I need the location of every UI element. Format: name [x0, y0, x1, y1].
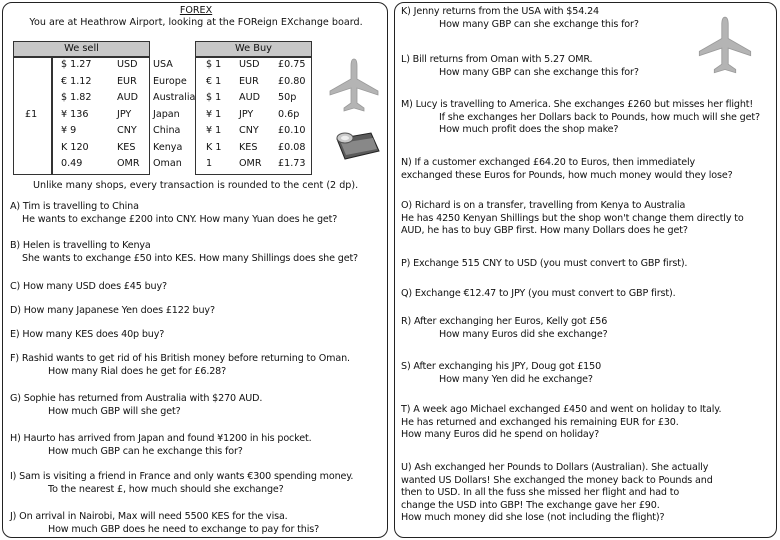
question-line: He wants to exchange £200 into CNY. How many Yuan does he get? — [22, 213, 338, 225]
airplane-icon — [328, 57, 380, 115]
rate-sell-cur: CNY — [117, 125, 137, 136]
we-buy-header: We Buy — [195, 41, 312, 57]
question-N: N) If a customer exchanged £64.20 to Euros, then immediately exchanged these Euros for Pounds, how much money would they lose? — [401, 157, 733, 181]
rate-buy-cur: JPY — [239, 108, 254, 120]
rate-sell-cur: AUD — [117, 92, 138, 103]
base-pound: £1 — [25, 109, 38, 120]
rate-gbp: £0.10 — [278, 125, 306, 136]
question-L: L) Bill returns from Oman with 5.27 OMR. How many GBP can she exchange this for? — [401, 54, 639, 78]
rate-country: Europe — [153, 75, 187, 87]
rate-sell-cur: JPY — [117, 108, 132, 120]
question-H — [10, 433, 312, 458]
question-S: S) After exchanging his JPY, Doug got £150 How many Yen did he exchange? — [401, 361, 602, 385]
rate-country: Australia — [153, 92, 196, 103]
question-R: R) After exchanging her Euros, Kelly got £56 How many Euros did she exchange? — [401, 316, 608, 340]
rate-sell-amt: 0.49 — [61, 158, 83, 169]
rate-sell-amt: ¥ 136 — [61, 108, 89, 120]
rate-country: USA — [153, 59, 173, 70]
rate-buy-cur: EUR — [239, 75, 259, 87]
rate-country: Kenya — [153, 141, 183, 153]
question-M: M) Lucy is travelling to America. She exchanges £260 but misses her flight! If she exchanges her Dollars back to Pounds, how much will she get? How much profit does the shop make? — [401, 99, 760, 135]
question-line: How much GBP does he need to exchange to pay for this? — [48, 523, 320, 535]
rate-sell-amt: € 1.12 — [61, 75, 92, 87]
question-line: J) On arrival in Nairobi, Max will need 5500 KES for the visa. — [10, 511, 288, 522]
question-C — [10, 281, 167, 294]
question-line: How many Rial does he get for £6.28? — [48, 365, 227, 377]
rate-sell-cur: KES — [117, 141, 136, 153]
rate-buy-amt: $ 1 — [206, 59, 222, 70]
question-line: How much GBP can he exchange this for? — [48, 445, 243, 457]
question-line: B) Helen is travelling to Kenya — [10, 240, 151, 251]
question-F — [10, 353, 350, 378]
rate-buy-amt: ¥ 1 — [206, 125, 222, 136]
rate-sell-amt: ¥ 9 — [61, 125, 77, 136]
rate-gbp: 50p — [278, 92, 297, 103]
question-line: How much GBP will she get? — [48, 405, 181, 417]
rate-buy-amt: 1 — [206, 158, 213, 169]
left-worksheet-panel — [2, 2, 388, 538]
subtitle: You are at Heathrow Airport, looking at the FOReign EXchange board. — [29, 17, 363, 28]
question-line: I) Sam is visiting a friend in France and only wants €300 spending money. — [10, 471, 354, 482]
question-line: D) How many Japanese Yen does £122 buy? — [10, 305, 215, 316]
rate-sell-cur: USD — [117, 59, 138, 70]
rate-buy-cur: AUD — [239, 92, 260, 103]
rate-buy-cur: CNY — [239, 125, 259, 136]
question-J — [10, 511, 319, 536]
question-Q: Q) Exchange €12.47 to JPY (you must convert to GBP first). — [401, 288, 676, 299]
rate-buy-cur: OMR — [239, 158, 262, 169]
question-line: C) How many USD does £45 buy? — [10, 281, 167, 292]
rate-buy-amt: K 1 — [206, 141, 222, 153]
rate-sell-amt: $ 1.27 — [61, 59, 92, 70]
question-K: K) Jenny returns from the USA with $54.24 How many GBP can she exchange this for? — [401, 6, 639, 30]
rate-country: China — [153, 125, 181, 136]
question-line: G) Sophie has returned from Australia with $270 AUD. — [10, 393, 263, 404]
question-P: P) Exchange 515 CNY to USD (you must convert to GBP first). — [401, 258, 688, 269]
question-line: F) Rashid wants to get rid of his British money before returning to Oman. — [10, 353, 350, 364]
question-G — [10, 393, 262, 418]
rate-country: Japan — [153, 108, 180, 120]
rate-sell-cur: EUR — [117, 75, 137, 87]
rate-country: Oman — [153, 158, 182, 169]
question-line: H) Haurto has arrived from Japan and found ¥1200 in his pocket. — [10, 433, 312, 444]
question-line: She wants to exchange £50 into KES. How many Shillings does she get? — [22, 252, 358, 264]
right-worksheet-panel — [394, 2, 777, 538]
question-line: A) Tim is travelling to China — [10, 201, 139, 212]
rate-gbp: 0.6p — [278, 108, 300, 120]
airplane-icon — [695, 15, 755, 77]
question-O: O) Richard is on a transfer, travelling from Kenya to Australia He has 4250 Kenyan Shillings but the shop won't change them directly to AUD, he has to buy GBP first. How many Dollars does he get? — [401, 200, 744, 236]
we-sell-header: We sell — [13, 41, 150, 57]
rate-gbp: £1.73 — [278, 158, 306, 169]
rate-buy-cur: KES — [239, 141, 258, 153]
wallet-money-icon — [333, 129, 385, 165]
title-word: FOREX — [179, 5, 213, 16]
question-U: U) Ash exchanged her Pounds to Dollars (Australian). She actually wanted US Dollars! She exchanged the money back to Pounds and then to USD. In all the fuss she missed her flight and had to change the USD into GBP! The exchange gave her £90. How much money did she lose (not including the flight)? — [401, 462, 713, 523]
rate-gbp: £0.80 — [278, 75, 306, 87]
rate-gbp: £0.08 — [278, 141, 306, 153]
rate-buy-cur: USD — [239, 59, 260, 70]
rate-sell-amt: K 120 — [61, 141, 89, 153]
rounding-note: Unlike many shops, every transaction is rounded to the cent (2 dp). — [33, 180, 359, 191]
question-D — [10, 305, 215, 318]
rate-buy-amt: $ 1 — [206, 92, 222, 103]
rate-buy-amt: € 1 — [206, 75, 222, 87]
rate-gbp: £0.75 — [278, 59, 306, 70]
question-B — [10, 240, 358, 265]
question-A — [10, 201, 337, 226]
question-T: T) A week ago Michael exchanged £450 and went on holiday to Italy. He has returned and exchanged his remaining EUR for £30. How many Euros did he spend on holiday? — [401, 404, 722, 440]
rate-buy-amt: ¥ 1 — [206, 108, 222, 120]
question-line: E) How many KES does 40p buy? — [10, 329, 165, 340]
rate-sell-cur: OMR — [117, 158, 140, 169]
question-I — [10, 471, 353, 496]
rate-sell-amt: $ 1.82 — [61, 92, 92, 103]
worksheet-title — [3, 5, 389, 29]
question-line: To the nearest £, how much should she exchange? — [48, 483, 284, 495]
question-E — [10, 329, 164, 342]
